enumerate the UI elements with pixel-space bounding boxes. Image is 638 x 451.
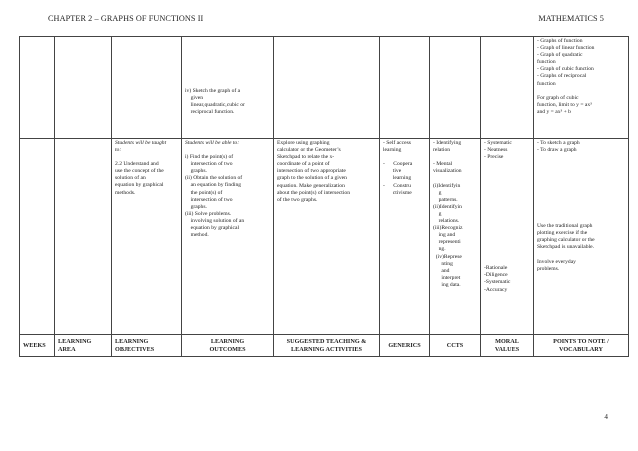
learning-outcomes-cell — [182, 37, 274, 139]
objectives-text: 2.2 Understand and use the concept of the solution of an equation by graphical methods. — [115, 161, 164, 196]
notes-bottom-text: Use the traditional graph plotting exercise if the graphing calculator or the Sketchpad is unavailable. Involve everyday problems. — [537, 223, 595, 272]
learning-outcomes-cell — [182, 139, 274, 335]
activities-cell — [274, 139, 380, 335]
learning-area-cell — [55, 37, 112, 139]
learning-area-cell — [55, 139, 112, 335]
page-number: 4 — [604, 413, 608, 421]
moral-values-cell — [481, 37, 534, 139]
scheme-of-work-table — [19, 36, 629, 357]
weeks-cell — [20, 139, 55, 335]
column-header-row — [20, 335, 629, 357]
subject-title: MATHEMATICS 5 — [538, 14, 604, 23]
col-moral-values: MORAL VALUES — [481, 335, 534, 357]
table-row — [20, 37, 629, 139]
outcomes-text: i) Find the point(s) of intersection of two graphs. (ii) Obtain the solution of an equation by finding the point(s) of intersection of two graphs. (iii) Solve problems. involving solution of an equation by graphical method. — [185, 154, 245, 239]
points-to-note-cell — [534, 139, 629, 335]
generics-cell — [380, 37, 430, 139]
outcome-sketch-text: iv) Sketch the graph of a given linear,quadratic,cubic or reciprocal function. — [185, 88, 245, 116]
col-ccts: CCTS — [430, 335, 481, 357]
ccts-cell — [430, 37, 481, 139]
col-learning-objectives: LEARNING OBJECTIVES — [112, 335, 182, 357]
notes-graph-types-text: - Graphs of function - Graph of linear function - Graph of quadratic function - Graph of cubic function - Graphs of reciprocal function For graph of cubic function, limit to y = ax³ and y = ax³ + b — [537, 38, 595, 115]
generics-cell — [380, 139, 430, 335]
points-to-note-cell — [534, 37, 629, 139]
col-activities: SUGGESTED TEACHING & LEARNING ACTIVITIES — [274, 335, 380, 357]
values-top-text: - Systematic - Neatness - Precise — [484, 140, 512, 161]
activities-cell — [274, 37, 380, 139]
col-generics: GENERICS — [380, 335, 430, 357]
outcomes-intro: Students will be able to: — [185, 140, 240, 146]
col-learning-outcomes: LEARNING OUTCOMES — [182, 335, 274, 357]
col-learning-area: LEARNING AREA — [55, 335, 112, 357]
weeks-cell — [20, 37, 55, 139]
values-bottom-text: -Rationale -Diligence -Systematic -Accuracy — [484, 265, 511, 293]
col-points-to-note: POINTS TO NOTE / VOCABULARY — [534, 335, 629, 357]
col-weeks: WEEKS — [20, 335, 55, 357]
ccts-cell — [430, 139, 481, 335]
learning-objectives-cell — [112, 139, 182, 335]
activities-text: Explore using graphing calculator or the Geometer’s Sketchpad to relate the x- coordinate of a point of intersection of two appropriate graph to the solution of a given equation. Make generalization about the point(s) of intersection of the two graphs. — [277, 140, 351, 203]
ccts-text: - Identifying relation - Mental visualization (i)Identifyin g patterns. (ii)Identifyin g relations. (iii)Recogniz ing and representi ng. (iv)Represe nting and interpret ing data. — [433, 140, 463, 288]
table-row — [20, 139, 629, 335]
moral-values-cell — [481, 139, 534, 335]
learning-objectives-cell — [112, 37, 182, 139]
notes-top-text: - To sketch a graph - To draw a graph — [537, 140, 580, 154]
objectives-intro: Students will be taught to: — [115, 140, 167, 154]
chapter-title: CHAPTER 2 – GRAPHS OF FUNCTIONS II — [48, 14, 204, 23]
generics-text: - Self access learning - Coopera tive learning - Constru ctivisme — [383, 140, 413, 196]
